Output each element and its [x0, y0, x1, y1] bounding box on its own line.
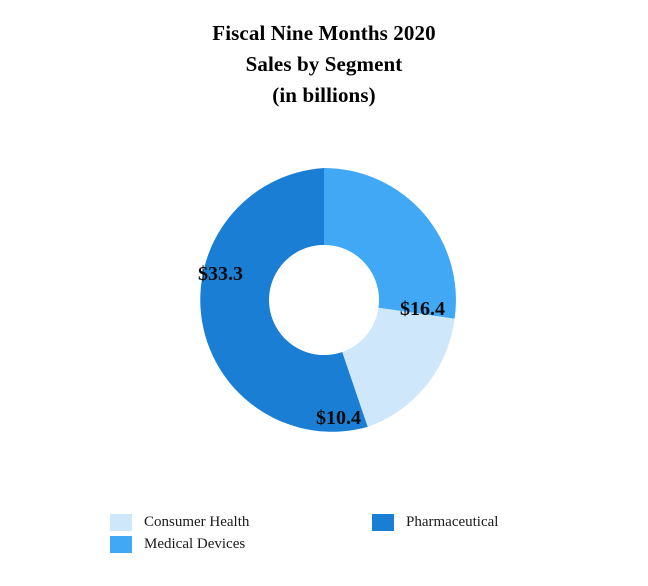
- legend-item-pharmaceutical: [372, 512, 498, 532]
- chart-title-line-3: (in billions): [272, 83, 376, 107]
- chart-legend: [110, 512, 570, 568]
- donut-hole: [269, 245, 379, 355]
- legend-label-medical-devices: Medical Devices: [144, 535, 246, 552]
- slice-label-consumer-health: $10.4: [316, 407, 361, 429]
- chart-title-line-2: Sales by Segment: [245, 52, 403, 76]
- chart-title: [0, 18, 648, 111]
- legend-item-consumer-health: [110, 512, 249, 532]
- legend-item-medical-devices: [110, 534, 249, 554]
- legend-swatch-consumer-health: [110, 514, 132, 531]
- donut-plot-area: [184, 160, 464, 440]
- slice-label-pharmaceutical: $33.3: [198, 263, 243, 285]
- chart-title-line-1: Fiscal Nine Months 2020: [212, 21, 436, 45]
- slice-label-medical-devices: $16.4: [400, 298, 445, 320]
- legend-label-consumer-health: Consumer Health: [144, 513, 250, 530]
- legend-swatch-medical-devices: [110, 536, 132, 553]
- legend-label-pharmaceutical: Pharmaceutical: [406, 513, 499, 530]
- legend-column-left: [110, 512, 249, 556]
- legend-swatch-pharmaceutical: [372, 514, 394, 531]
- legend-column-right: [372, 512, 498, 534]
